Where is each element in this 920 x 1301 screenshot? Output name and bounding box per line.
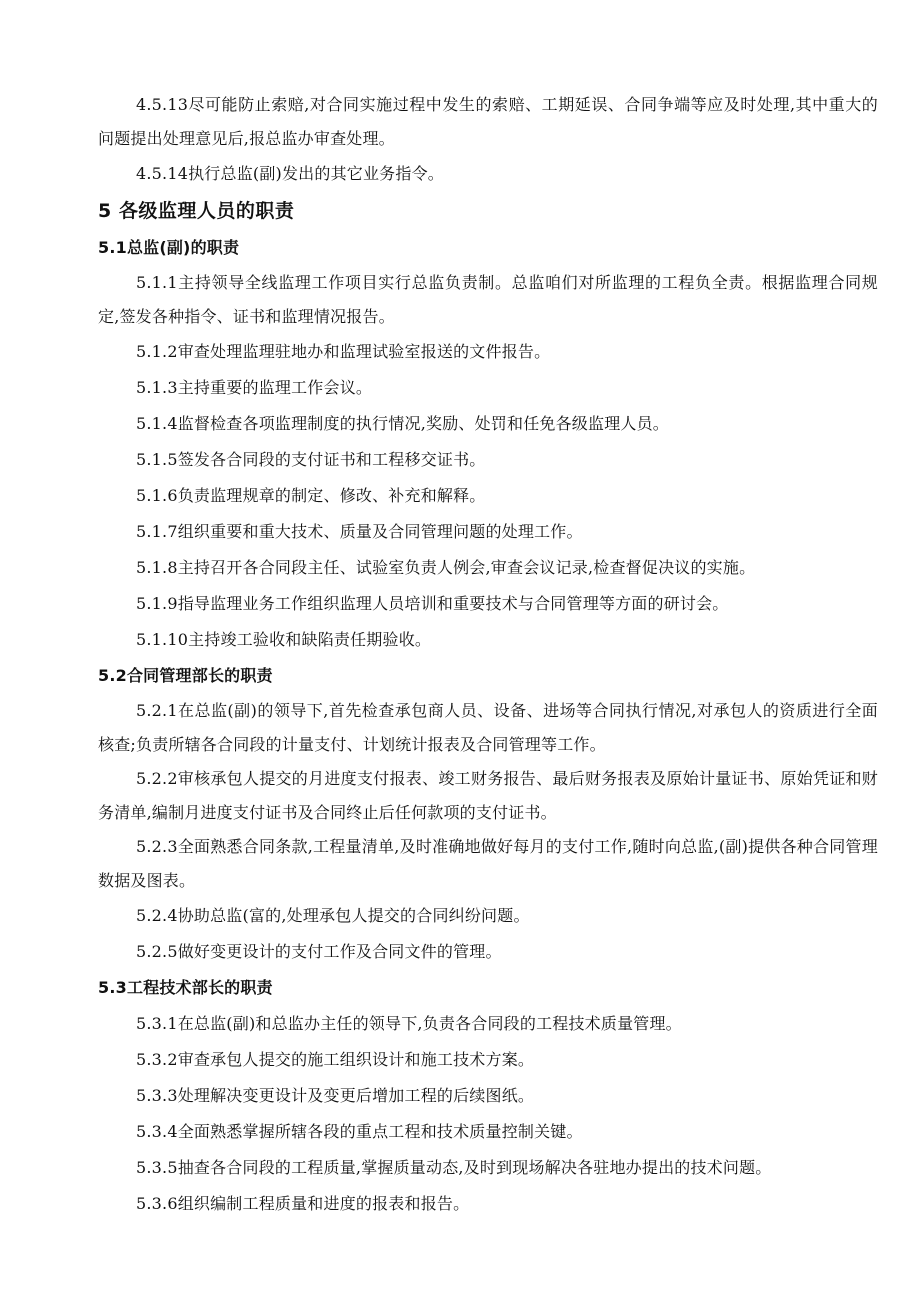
paragraph-5-1-5: 5.1.5签发各合同段的支付证书和工程移交证书。 bbox=[136, 450, 486, 469]
subsection-heading-5-1: 5.1总监(副)的职责 bbox=[98, 238, 240, 257]
paragraph-4-5-13: 4.5.13尽可能防止索赔,对合同实施过程中发生的索赔、工期延误、合同争端等应及时处理,其中重大的问题提出处理意见后,报总监办审查处理。 bbox=[98, 95, 878, 148]
paragraph-5-3-3: 5.3.3处理解决变更设计及变更后增加工程的后续图纸。 bbox=[136, 1086, 535, 1105]
paragraph-5-2-3: 5.2.3全面熟悉合同条款,工程量清单,及时准确地做好每月的支付工作,随时向总监,(副)提供各种合同管理数据及图表。 bbox=[98, 837, 878, 890]
paragraph-5-3-2: 5.3.2审查承包人提交的施工组织设计和施工技术方案。 bbox=[136, 1050, 535, 1069]
paragraph-5-1-4: 5.1.4监督检查各项监理制度的执行情况,奖励、处罚和任免各级监理人员。 bbox=[136, 414, 669, 433]
paragraph-5-3-6: 5.3.6组织编制工程质量和进度的报表和报告。 bbox=[136, 1194, 470, 1213]
paragraph-4-5-14: 4.5.14执行总监(副)发出的其它业务指令。 bbox=[136, 164, 444, 183]
paragraph-5-3-4: 5.3.4全面熟悉掌握所辖各段的重点工程和技术质量控制关键。 bbox=[136, 1122, 583, 1141]
subsection-heading-5-3: 5.3工程技术部长的职责 bbox=[98, 978, 273, 997]
paragraph-5-1-2: 5.1.2审查处理监理驻地办和监理试验室报送的文件报告。 bbox=[136, 342, 551, 361]
paragraph-5-1-1: 5.1.1主持领导全线监理工作项目实行总监负责制。总监咱们对所监理的工程负全责。根据监理合同规定,签发各种指令、证书和监理情况报告。 bbox=[98, 273, 878, 326]
paragraph-5-2-4: 5.2.4协助总监(富的,处理承包人提交的合同纠纷问题。 bbox=[136, 906, 530, 925]
paragraph-5-3-1: 5.3.1在总监(副)和总监办主任的领导下,负责各合同段的工程技术质量管理。 bbox=[136, 1014, 682, 1033]
section-heading-5: 5 各级监理人员的职责 bbox=[98, 200, 295, 222]
paragraph-5-1-8: 5.1.8主持召开各合同段主任、试验室负责人例会,审查会议记录,检查督促决议的实施。 bbox=[136, 558, 756, 577]
paragraph-5-1-9: 5.1.9指导监理业务工作组织监理人员培训和重要技术与合同管理等方面的研讨会。 bbox=[136, 594, 729, 613]
paragraph-5-3-5: 5.3.5抽查各合同段的工程质量,掌握质量动态,及时到现场解决各驻地办提出的技术问题。 bbox=[136, 1158, 772, 1177]
paragraph-5-2-1: 5.2.1在总监(副)的领导下,首先检查承包商人员、设备、进场等合同执行情况,对承包人的资质进行全面核查;负责所辖各合同段的计量支付、计划统计报表及合同管理等工作。 bbox=[98, 701, 878, 754]
paragraph-5-1-10: 5.1.10主持竣工验收和缺陷责任期验收。 bbox=[136, 630, 432, 649]
subsection-heading-5-2: 5.2合同管理部长的职责 bbox=[98, 666, 273, 685]
paragraph-5-1-7: 5.1.7组织重要和重大技术、质量及合同管理问题的处理工作。 bbox=[136, 522, 583, 541]
paragraph-5-2-2: 5.2.2审核承包人提交的月进度支付报表、竣工财务报告、最后财务报表及原始计量证书、原始凭证和财务清单,编制月进度支付证书及合同终止后任何款项的支付证书。 bbox=[98, 769, 878, 822]
paragraph-5-1-6: 5.1.6负责监理规章的制定、修改、补充和解释。 bbox=[136, 486, 486, 505]
paragraph-5-2-5: 5.2.5做好变更设计的支付工作及合同文件的管理。 bbox=[136, 942, 502, 961]
paragraph-5-1-3: 5.1.3主持重要的监理工作会议。 bbox=[136, 378, 373, 397]
